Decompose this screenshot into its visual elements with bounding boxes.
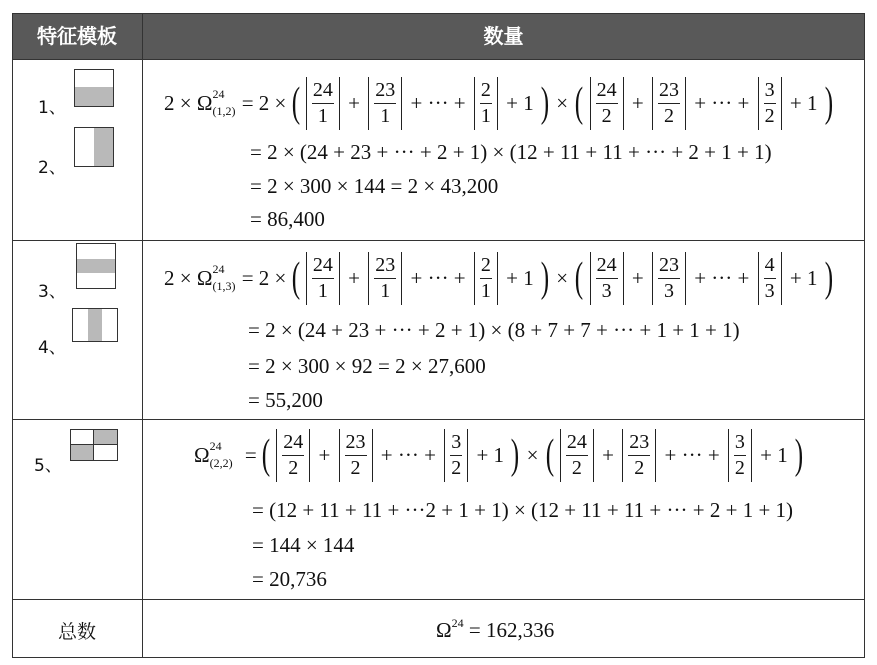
big-paren: ( [575,255,584,302]
fraction: $\frac{2}{1}$ [474,77,498,130]
big-paren: ) [511,432,520,479]
op: + ··· + [380,443,436,468]
template-label-4: 4、 [38,338,66,358]
row-divider [12,419,865,420]
op: + 1 [506,91,534,116]
template-label-5: 5、 [34,456,62,476]
total-label: 总数 [57,621,96,643]
formula-row1-line4: = 86,400 [250,207,325,231]
table-right-border [864,13,865,658]
op: × [556,266,569,291]
template-vertical-three-icon [72,308,118,342]
row-divider [12,240,865,241]
template-label-2: 2、 [38,158,66,178]
op: + [631,91,644,116]
omega-indices: 24 (2,2) [209,439,233,471]
row-divider [12,59,865,60]
omega-symbol: Ω [196,91,213,116]
op: + ··· + [664,443,720,468]
op: × [526,443,539,468]
header-count-cell: 数量 [483,24,524,48]
big-paren: ( [291,80,300,127]
coef: 2 × [164,91,192,116]
template-label-3: 3、 [38,282,66,302]
op: + [318,443,331,468]
op: + ··· + [410,266,466,291]
fraction: $\frac{23}{2}$ [652,77,686,130]
fraction: $\frac{24}{2}$ [560,429,594,482]
total-value: = 162,336 [468,618,555,643]
omega-symbol: Ω [194,443,210,468]
table-top-border [12,13,865,14]
total-formula [436,613,554,645]
equals-coef: = 2 × [241,266,287,291]
formula-row1-line1 [164,73,833,129]
big-paren: ( [545,432,554,479]
formula-row2-line1 [164,248,833,304]
op: + 1 [476,443,505,468]
op: + 1 [789,266,818,291]
op: + [631,266,644,291]
formula-row3-line1 [194,425,803,481]
formula-row3-line4: = 20,736 [252,567,327,591]
op: + ··· + [694,266,750,291]
coef: 2 × [164,266,192,291]
formula-row1-line3: = 2 × 300 × 144 = 2 × 43,200 [250,174,499,198]
fraction: $\frac{3}{2}$ [728,429,752,482]
big-paren: ) [540,255,550,302]
op: + 1 [789,91,818,116]
omega-indices: 24 (1,3) [212,262,236,294]
fraction: $\frac{23}{1}$ [368,252,402,305]
fraction: $\frac{3}{2}$ [758,77,782,130]
fraction: $\frac{24}{2}$ [276,429,310,482]
formula-row2-line2: = 2 × (24 + 23 + ··· + 2 + 1) × (8 + 7 + 7 + ··· + 1 + 1 + 1) [248,318,740,342]
fraction: $\frac{24}{3}$ [590,252,624,305]
op: + [602,443,614,468]
fraction: $\frac{23}{3}$ [652,252,686,305]
big-paren: ( [261,432,271,479]
formula-row2-line4: = 55,200 [248,388,323,412]
fraction: $\frac{24}{2}$ [590,77,624,130]
omega-symbol: Ω [436,618,452,643]
op: + [348,91,360,116]
template-horizontal-three-icon [76,243,116,289]
op: + [348,266,360,291]
fraction: $\frac{23}{2}$ [622,429,656,482]
row-divider [12,599,865,600]
equals-coef: = 2 × [241,91,287,116]
template-vertical-two-icon [74,127,114,167]
big-paren: ) [540,80,550,127]
omega-superscript: 24 [451,616,464,630]
fraction: $\frac{23}{1}$ [368,77,402,130]
op: × [556,91,569,116]
formula-row2-line3: = 2 × 300 × 92 = 2 × 27,600 [248,354,486,378]
op: + 1 [506,266,534,291]
op: + 1 [760,443,788,468]
big-paren: ) [794,432,804,479]
op: + ··· + [694,91,750,116]
header-template-cell: 特征模板 [37,24,117,48]
equals: = [244,443,257,468]
big-paren: ) [824,80,833,127]
formula-row3-line2: = (12 + 11 + 11 + ···2 + 1 + 1) × (12 + 11 + 11 + ··· + 2 + 1 + 1) [252,498,794,522]
omega-indices: 24 (1,2) [212,87,236,119]
table-left-border [12,13,13,658]
op: + ··· + [410,91,466,116]
formula-row3-line3: = 144 × 144 [252,533,355,557]
fraction: $\frac{24}{1}$ [306,77,340,130]
fraction: $\frac{2}{1}$ [474,252,498,305]
template-horizontal-two-icon [74,69,114,107]
fraction: $\frac{4}{3}$ [758,252,782,305]
big-paren: ( [575,80,584,127]
big-paren: ) [824,255,833,302]
fraction: $\frac{24}{1}$ [306,252,340,305]
omega-symbol: Ω [196,266,213,291]
template-four-square-icon [70,429,118,461]
big-paren: ( [291,255,300,302]
fraction: $\frac{3}{2}$ [444,429,468,482]
table-bottom-border [12,657,865,658]
fraction: $\frac{23}{2}$ [339,429,373,482]
column-divider [142,13,143,658]
formula-row1-line2: = 2 × (24 + 23 + ··· + 2 + 1) × (12 + 11 + 11 + ··· + 2 + 1 + 1) [250,140,772,164]
template-count-table [12,13,865,658]
template-label-1: 1、 [38,98,66,118]
